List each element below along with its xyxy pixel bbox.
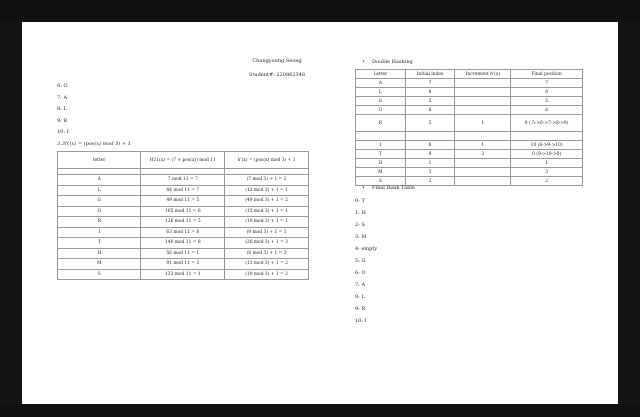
final-hash-line: 6: O — [355, 270, 366, 276]
left-line-4: 10: I — [57, 129, 69, 135]
formula-line: 3.3h'(x) = (pos(x) mod 3) + 1 — [57, 141, 131, 147]
cell: H — [356, 159, 406, 168]
cell: 3 — [511, 168, 583, 177]
cell: S — [58, 269, 141, 280]
cell: 0 (9->10->0) — [511, 150, 583, 159]
table-row — [58, 175, 309, 186]
final-hash-line: 5: G — [355, 258, 366, 264]
cell: G — [58, 196, 141, 207]
left-line-1: 7: A — [57, 95, 68, 101]
final-hash-line: 10: I — [355, 318, 367, 324]
final-hash-line: 1: H — [355, 210, 366, 216]
table-row — [356, 79, 583, 88]
cell: O — [58, 206, 141, 217]
table-row — [356, 168, 583, 177]
header-cell: Increment h'(x) — [455, 70, 511, 79]
cell: H — [58, 248, 141, 259]
final-hash-line: 9: R — [355, 306, 366, 312]
cell: 8 — [405, 88, 455, 97]
cell: 1 — [455, 115, 511, 132]
cell: 10 (8->9->10) — [511, 141, 583, 150]
bullet-icon: • — [362, 185, 365, 191]
table-row — [356, 159, 583, 168]
cell: 9 — [405, 150, 455, 159]
cell — [455, 88, 511, 97]
cell: 5 — [405, 97, 455, 106]
cell: 8 — [405, 141, 455, 150]
header-cell: letter — [58, 152, 141, 169]
cell — [455, 168, 511, 177]
cell: 3 — [405, 168, 455, 177]
cell: 140 mod 11 = 8 — [141, 238, 225, 249]
cell: (49 mod 3) + 1 = 2 — [225, 196, 309, 207]
cell: 56 mod 11 = 1 — [141, 248, 225, 259]
cell — [455, 97, 511, 106]
cell: 1 — [455, 141, 511, 150]
cell: (9 mod 3) + 1 = 1 — [225, 227, 309, 238]
cell: 133 mod 11 = 1 — [141, 269, 225, 280]
cell: (13 mod 3) + 1 = 2 — [225, 259, 309, 270]
author-name: Changyoung Seong — [252, 58, 302, 64]
table-header-row — [356, 70, 583, 79]
cell: M — [356, 168, 406, 177]
final-hash-line: 8: L — [355, 294, 365, 300]
cell: T — [356, 150, 406, 159]
final-hash-line: 0: T — [355, 198, 365, 204]
cell — [455, 177, 511, 186]
table-row — [356, 141, 583, 150]
cell: 84 mod 11 = 7 — [141, 185, 225, 196]
cell: 1 — [405, 159, 455, 168]
cell: 49 mod 11 = 5 — [141, 196, 225, 207]
document-page — [22, 22, 618, 404]
table-row — [356, 97, 583, 106]
table-row — [58, 196, 309, 207]
cell: 5 — [405, 115, 455, 132]
table-row — [58, 206, 309, 217]
cell: 126 mod 11 = 5 — [141, 217, 225, 228]
table-row — [58, 185, 309, 196]
cell: 1 — [511, 159, 583, 168]
cell: O — [356, 106, 406, 115]
double-hashing-table — [355, 69, 583, 186]
window-top-bar — [0, 0, 640, 22]
cell: (20 mod 3) + 1 = 3 — [225, 238, 309, 249]
cell: 91 mod 11 = 3 — [141, 259, 225, 270]
header-cell: Initial index — [405, 70, 455, 79]
header-cell: h'(x) = (pos(x) mod 3) + 1 — [225, 152, 309, 169]
cell: (7 mod 3) + 1 = 2 — [225, 175, 309, 186]
cell: (12 mod 3) + 1 = 1 — [225, 185, 309, 196]
final-hash-heading: Final Hash Table — [372, 185, 415, 191]
cell: 6 — [511, 106, 583, 115]
cell: 63 mod 11 = 8 — [141, 227, 225, 238]
table-row — [58, 217, 309, 228]
student-number: Student#: 220862348 — [248, 72, 306, 78]
table-row — [356, 106, 583, 115]
cell: (19 mod 3) + 1 = 2 — [225, 269, 309, 280]
cell: 7 — [511, 79, 583, 88]
cell — [455, 159, 511, 168]
cell: R — [356, 115, 406, 132]
left-line-3: 9: R — [57, 118, 68, 124]
cell: 2 — [511, 177, 583, 186]
cell: A — [58, 175, 141, 186]
cell: 5 — [511, 97, 583, 106]
cell: L — [356, 88, 406, 97]
cell: (15 mod 3) + 1 = 1 — [225, 206, 309, 217]
cell: 8 — [511, 88, 583, 97]
final-hash-line: 2: S — [355, 222, 365, 228]
table-spacer-row — [356, 132, 583, 141]
window-bottom-bar — [0, 404, 640, 417]
left-line-0: 6: O — [57, 83, 68, 89]
cell: 105 mod 11 = 6 — [141, 206, 225, 217]
cell: 2 — [405, 177, 455, 186]
final-hash-line: 7: A — [355, 282, 366, 288]
table-row — [58, 259, 309, 270]
cell: (8 mod 3) + 1 = 3 — [225, 248, 309, 259]
cell: 3 — [455, 150, 511, 159]
final-hash-line: 4: empty — [355, 246, 378, 252]
header-cell: Letter — [356, 70, 406, 79]
hash-function-table — [57, 151, 309, 280]
table-row — [356, 115, 583, 132]
cell: G — [356, 97, 406, 106]
final-hash-line: 3: M — [355, 234, 367, 240]
table-row — [58, 227, 309, 238]
cell: (18 mod 3) + 1 = 1 — [225, 217, 309, 228]
header-cell: H11(x) = (7 × pos(x)) mod 11 — [141, 152, 225, 169]
cell — [455, 79, 511, 88]
table-row — [356, 150, 583, 159]
cell: I — [58, 227, 141, 238]
cell: 7 — [405, 79, 455, 88]
cell: 6 — [405, 106, 455, 115]
cell: R — [58, 217, 141, 228]
cell: M — [58, 259, 141, 270]
left-line-2: 8: L — [57, 106, 67, 112]
table-header-row — [58, 152, 309, 169]
cell: A — [356, 79, 406, 88]
cell: S — [356, 177, 406, 186]
header-cell: Final position — [511, 70, 583, 79]
bullet-icon: • — [362, 59, 365, 65]
table-row — [356, 88, 583, 97]
cell — [455, 106, 511, 115]
table-row — [58, 248, 309, 259]
cell: T — [58, 238, 141, 249]
cell: I — [356, 141, 406, 150]
cell: L — [58, 185, 141, 196]
table-row — [58, 238, 309, 249]
table-row — [58, 269, 309, 280]
cell: 7 mod 11 = 7 — [141, 175, 225, 186]
cell: 9 ( 5->6->7->8->9) — [511, 115, 583, 132]
double-hashing-heading: Double Hashing — [372, 59, 413, 65]
